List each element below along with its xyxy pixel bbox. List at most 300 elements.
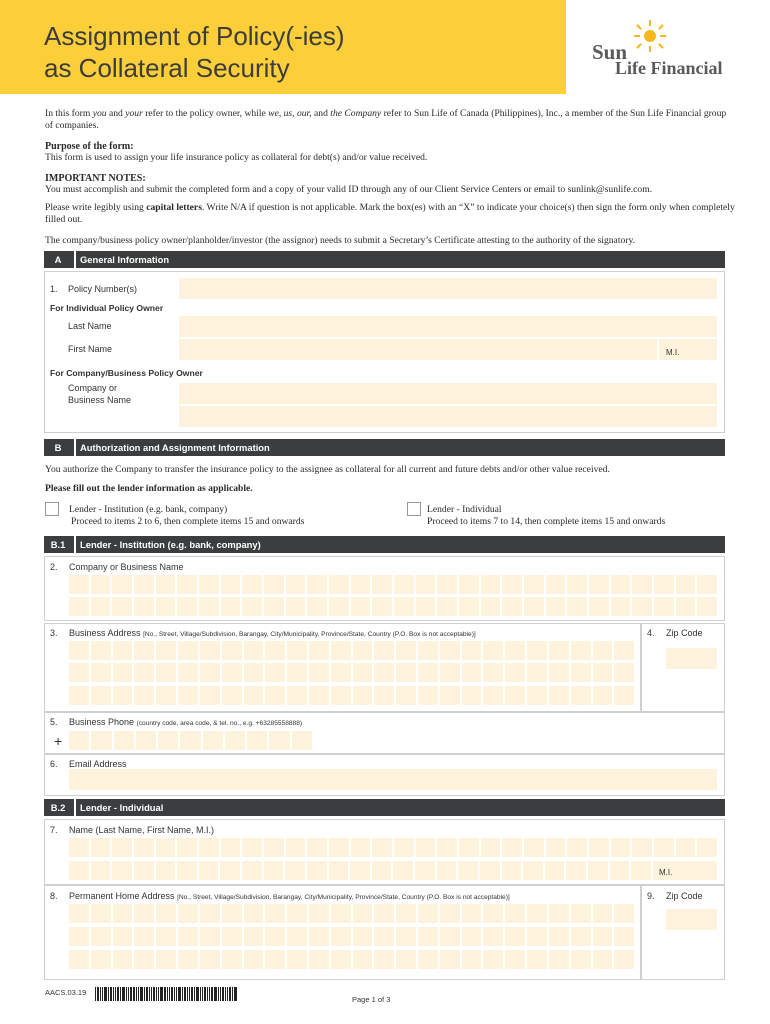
character-cell[interactable] <box>462 950 482 969</box>
home-address-row-1[interactable] <box>69 904 634 923</box>
character-cell[interactable] <box>396 663 416 682</box>
character-cell[interactable] <box>676 575 696 594</box>
character-cell[interactable] <box>523 861 543 880</box>
character-cell[interactable] <box>527 927 547 946</box>
character-cell[interactable] <box>91 927 111 946</box>
character-cell[interactable] <box>593 641 613 660</box>
character-cell[interactable] <box>265 927 285 946</box>
character-cell[interactable] <box>483 950 503 969</box>
character-cell[interactable] <box>505 904 525 923</box>
character-cell[interactable] <box>200 686 220 705</box>
character-cell[interactable] <box>222 686 242 705</box>
character-cell[interactable] <box>286 838 306 857</box>
character-cell[interactable] <box>483 641 503 660</box>
character-cell[interactable] <box>244 904 264 923</box>
character-cell[interactable] <box>265 950 285 969</box>
character-cell[interactable] <box>113 641 133 660</box>
character-cell[interactable] <box>372 861 392 880</box>
character-cell[interactable] <box>178 663 198 682</box>
character-cell[interactable] <box>156 663 176 682</box>
business-address-row-3[interactable] <box>69 686 634 705</box>
character-cell[interactable] <box>309 663 329 682</box>
home-address-row-3[interactable] <box>69 950 634 969</box>
character-cell[interactable] <box>611 575 631 594</box>
character-cell[interactable] <box>418 950 438 969</box>
character-cell[interactable] <box>394 597 414 616</box>
character-cell[interactable] <box>158 731 178 750</box>
character-cell[interactable] <box>91 731 111 750</box>
character-cell[interactable] <box>527 641 547 660</box>
character-cell[interactable] <box>220 861 240 880</box>
character-cell[interactable] <box>69 904 89 923</box>
character-cell[interactable] <box>242 575 262 594</box>
character-cell[interactable] <box>566 861 586 880</box>
character-cell[interactable] <box>593 904 613 923</box>
character-cell[interactable] <box>329 575 349 594</box>
character-cell[interactable] <box>483 927 503 946</box>
character-cell[interactable] <box>178 927 198 946</box>
character-cell[interactable] <box>374 927 394 946</box>
character-cell[interactable] <box>416 838 436 857</box>
character-cell[interactable] <box>113 927 133 946</box>
character-cell[interactable] <box>156 686 176 705</box>
character-cell[interactable] <box>113 686 133 705</box>
character-cell[interactable] <box>459 575 479 594</box>
character-cell[interactable] <box>418 686 438 705</box>
character-cell[interactable] <box>437 575 457 594</box>
character-cell[interactable] <box>374 686 394 705</box>
character-cell[interactable] <box>372 838 392 857</box>
character-cell[interactable] <box>134 950 154 969</box>
email-address-field[interactable] <box>69 769 717 790</box>
character-cell[interactable] <box>287 641 307 660</box>
character-cell[interactable] <box>483 663 503 682</box>
character-cell[interactable] <box>524 838 544 857</box>
character-cell[interactable] <box>632 838 652 857</box>
character-cell[interactable] <box>69 927 89 946</box>
character-cell[interactable] <box>200 663 220 682</box>
character-cell[interactable] <box>292 731 312 750</box>
character-cell[interactable] <box>697 597 717 616</box>
character-cell[interactable] <box>418 927 438 946</box>
character-cell[interactable] <box>676 838 696 857</box>
character-cell[interactable] <box>331 663 351 682</box>
character-cell[interactable] <box>437 861 457 880</box>
character-cell[interactable] <box>459 838 479 857</box>
character-cell[interactable] <box>112 597 132 616</box>
character-cell[interactable] <box>353 950 373 969</box>
character-cell[interactable] <box>549 663 569 682</box>
character-cell[interactable] <box>113 950 133 969</box>
character-cell[interactable] <box>156 904 176 923</box>
character-cell[interactable] <box>69 861 89 880</box>
character-cell[interactable] <box>222 641 242 660</box>
character-cell[interactable] <box>527 663 547 682</box>
character-cell[interactable] <box>286 575 306 594</box>
character-cell[interactable] <box>527 904 547 923</box>
character-cell[interactable] <box>483 904 503 923</box>
character-cell[interactable] <box>353 904 373 923</box>
character-cell[interactable] <box>156 575 176 594</box>
character-cell[interactable] <box>264 838 284 857</box>
character-cell[interactable] <box>221 575 241 594</box>
company-name-field-2[interactable] <box>179 406 717 427</box>
character-cell[interactable] <box>374 641 394 660</box>
character-cell[interactable] <box>242 838 262 857</box>
character-cell[interactable] <box>287 927 307 946</box>
character-cell[interactable] <box>156 927 176 946</box>
character-cell[interactable] <box>113 904 133 923</box>
character-cell[interactable] <box>374 950 394 969</box>
character-cell[interactable] <box>571 950 591 969</box>
character-cell[interactable] <box>440 641 460 660</box>
character-cell[interactable] <box>353 686 373 705</box>
character-cell[interactable] <box>200 641 220 660</box>
character-cell[interactable] <box>462 686 482 705</box>
character-cell[interactable] <box>91 904 111 923</box>
character-cell[interactable] <box>199 575 219 594</box>
character-cell[interactable] <box>462 663 482 682</box>
character-cell[interactable] <box>396 904 416 923</box>
character-cell[interactable] <box>353 641 373 660</box>
character-cell[interactable] <box>546 575 566 594</box>
character-cell[interactable] <box>244 927 264 946</box>
character-cell[interactable] <box>247 731 267 750</box>
character-cell[interactable] <box>611 597 631 616</box>
character-cell[interactable] <box>307 861 327 880</box>
character-cell[interactable] <box>589 597 609 616</box>
character-cell[interactable] <box>505 950 525 969</box>
character-cell[interactable] <box>199 838 219 857</box>
character-cell[interactable] <box>69 686 89 705</box>
character-cell[interactable] <box>437 838 457 857</box>
character-cell[interactable] <box>631 861 651 880</box>
character-cell[interactable] <box>91 950 111 969</box>
character-cell[interactable] <box>331 950 351 969</box>
character-cell[interactable] <box>372 575 392 594</box>
character-cell[interactable] <box>571 663 591 682</box>
character-cell[interactable] <box>697 575 717 594</box>
character-cell[interactable] <box>593 663 613 682</box>
character-cell[interactable] <box>481 575 501 594</box>
character-cell[interactable] <box>199 597 219 616</box>
character-cell[interactable] <box>287 904 307 923</box>
character-cell[interactable] <box>134 641 154 660</box>
character-cell[interactable] <box>269 731 289 750</box>
character-cell[interactable] <box>287 663 307 682</box>
character-cell[interactable] <box>589 838 609 857</box>
lender-name-row-2[interactable] <box>69 861 651 880</box>
character-cell[interactable] <box>394 575 414 594</box>
character-cell[interactable] <box>593 686 613 705</box>
company-business-name-row-1[interactable] <box>69 575 717 594</box>
character-cell[interactable] <box>265 904 285 923</box>
character-cell[interactable] <box>459 597 479 616</box>
character-cell[interactable] <box>329 861 349 880</box>
character-cell[interactable] <box>69 838 89 857</box>
character-cell[interactable] <box>244 641 264 660</box>
character-cell[interactable] <box>571 927 591 946</box>
character-cell[interactable] <box>458 861 478 880</box>
lender-name-row-1[interactable] <box>69 838 717 857</box>
character-cell[interactable] <box>156 838 176 857</box>
home-address-row-2[interactable] <box>69 927 634 946</box>
character-cell[interactable] <box>180 731 200 750</box>
character-cell[interactable] <box>242 597 262 616</box>
character-cell[interactable] <box>480 861 500 880</box>
character-cell[interactable] <box>527 950 547 969</box>
character-cell[interactable] <box>462 904 482 923</box>
character-cell[interactable] <box>221 838 241 857</box>
character-cell[interactable] <box>418 904 438 923</box>
character-cell[interactable] <box>353 663 373 682</box>
business-address-row-2[interactable] <box>69 663 634 682</box>
company-business-name-row-2[interactable] <box>69 597 717 616</box>
character-cell[interactable] <box>309 686 329 705</box>
character-cell[interactable] <box>546 597 566 616</box>
character-cell[interactable] <box>177 861 197 880</box>
character-cell[interactable] <box>114 731 134 750</box>
character-cell[interactable] <box>265 686 285 705</box>
character-cell[interactable] <box>393 861 413 880</box>
character-cell[interactable] <box>418 641 438 660</box>
character-cell[interactable] <box>69 663 89 682</box>
character-cell[interactable] <box>134 927 154 946</box>
character-cell[interactable] <box>440 686 460 705</box>
character-cell[interactable] <box>199 861 219 880</box>
character-cell[interactable] <box>546 838 566 857</box>
character-cell[interactable] <box>549 641 569 660</box>
character-cell[interactable] <box>418 663 438 682</box>
character-cell[interactable] <box>440 663 460 682</box>
character-cell[interactable] <box>264 861 284 880</box>
character-cell[interactable] <box>524 575 544 594</box>
character-cell[interactable] <box>91 597 111 616</box>
business-address-row-1[interactable] <box>69 641 634 660</box>
character-cell[interactable] <box>244 950 264 969</box>
character-cell[interactable] <box>113 663 133 682</box>
character-cell[interactable] <box>505 663 525 682</box>
character-cell[interactable] <box>265 641 285 660</box>
character-cell[interactable] <box>416 575 436 594</box>
character-cell[interactable] <box>307 838 327 857</box>
character-cell[interactable] <box>156 861 176 880</box>
business-phone-field[interactable] <box>69 731 312 750</box>
character-cell[interactable] <box>112 838 132 857</box>
character-cell[interactable] <box>309 904 329 923</box>
character-cell[interactable] <box>589 575 609 594</box>
character-cell[interactable] <box>200 904 220 923</box>
character-cell[interactable] <box>242 861 262 880</box>
character-cell[interactable] <box>91 575 111 594</box>
character-cell[interactable] <box>614 927 634 946</box>
character-cell[interactable] <box>614 686 634 705</box>
character-cell[interactable] <box>567 597 587 616</box>
character-cell[interactable] <box>611 838 631 857</box>
character-cell[interactable] <box>374 904 394 923</box>
character-cell[interactable] <box>177 575 197 594</box>
character-cell[interactable] <box>654 597 674 616</box>
character-cell[interactable] <box>134 838 154 857</box>
character-cell[interactable] <box>156 950 176 969</box>
character-cell[interactable] <box>549 904 569 923</box>
character-cell[interactable] <box>502 597 522 616</box>
character-cell[interactable] <box>309 641 329 660</box>
character-cell[interactable] <box>353 927 373 946</box>
character-cell[interactable] <box>593 927 613 946</box>
character-cell[interactable] <box>396 950 416 969</box>
character-cell[interactable] <box>264 575 284 594</box>
character-cell[interactable] <box>697 838 717 857</box>
character-cell[interactable] <box>437 597 457 616</box>
character-cell[interactable] <box>588 861 608 880</box>
character-cell[interactable] <box>505 686 525 705</box>
character-cell[interactable] <box>440 927 460 946</box>
character-cell[interactable] <box>136 731 156 750</box>
character-cell[interactable] <box>567 575 587 594</box>
character-cell[interactable] <box>416 597 436 616</box>
character-cell[interactable] <box>134 575 154 594</box>
character-cell[interactable] <box>244 663 264 682</box>
character-cell[interactable] <box>264 597 284 616</box>
character-cell[interactable] <box>331 904 351 923</box>
character-cell[interactable] <box>462 927 482 946</box>
character-cell[interactable] <box>502 838 522 857</box>
character-cell[interactable] <box>134 904 154 923</box>
character-cell[interactable] <box>69 575 89 594</box>
company-name-field-1[interactable] <box>179 383 717 404</box>
character-cell[interactable] <box>178 904 198 923</box>
character-cell[interactable] <box>571 641 591 660</box>
character-cell[interactable] <box>351 838 371 857</box>
character-cell[interactable] <box>177 597 197 616</box>
character-cell[interactable] <box>567 838 587 857</box>
character-cell[interactable] <box>571 686 591 705</box>
character-cell[interactable] <box>91 838 111 857</box>
character-cell[interactable] <box>307 597 327 616</box>
character-cell[interactable] <box>505 927 525 946</box>
individual-checkbox[interactable] <box>407 502 421 516</box>
character-cell[interactable] <box>374 663 394 682</box>
character-cell[interactable] <box>593 950 613 969</box>
character-cell[interactable] <box>134 861 154 880</box>
character-cell[interactable] <box>396 686 416 705</box>
character-cell[interactable] <box>200 950 220 969</box>
character-cell[interactable] <box>177 838 197 857</box>
character-cell[interactable] <box>350 861 370 880</box>
character-cell[interactable] <box>549 686 569 705</box>
character-cell[interactable] <box>329 597 349 616</box>
character-cell[interactable] <box>527 686 547 705</box>
home-zip-code-field[interactable] <box>666 909 717 930</box>
character-cell[interactable] <box>632 575 652 594</box>
character-cell[interactable] <box>483 686 503 705</box>
character-cell[interactable] <box>91 641 111 660</box>
first-name-field[interactable] <box>179 339 657 360</box>
character-cell[interactable] <box>396 641 416 660</box>
character-cell[interactable] <box>309 950 329 969</box>
character-cell[interactable] <box>69 731 89 750</box>
character-cell[interactable] <box>156 597 176 616</box>
character-cell[interactable] <box>351 575 371 594</box>
character-cell[interactable] <box>222 950 242 969</box>
character-cell[interactable] <box>676 597 696 616</box>
character-cell[interactable] <box>287 950 307 969</box>
character-cell[interactable] <box>286 597 306 616</box>
character-cell[interactable] <box>134 663 154 682</box>
character-cell[interactable] <box>156 641 176 660</box>
character-cell[interactable] <box>221 597 241 616</box>
character-cell[interactable] <box>396 927 416 946</box>
character-cell[interactable] <box>502 861 522 880</box>
character-cell[interactable] <box>285 861 305 880</box>
character-cell[interactable] <box>222 904 242 923</box>
zip-code-field[interactable] <box>666 648 717 669</box>
character-cell[interactable] <box>69 641 89 660</box>
character-cell[interactable] <box>394 838 414 857</box>
character-cell[interactable] <box>502 575 522 594</box>
character-cell[interactable] <box>287 686 307 705</box>
character-cell[interactable] <box>481 838 501 857</box>
character-cell[interactable] <box>134 597 154 616</box>
character-cell[interactable] <box>91 861 111 880</box>
character-cell[interactable] <box>610 861 630 880</box>
character-cell[interactable] <box>614 904 634 923</box>
last-name-field[interactable] <box>179 316 717 337</box>
character-cell[interactable] <box>632 597 652 616</box>
character-cell[interactable] <box>654 838 674 857</box>
character-cell[interactable] <box>549 950 569 969</box>
character-cell[interactable] <box>545 861 565 880</box>
character-cell[interactable] <box>178 641 198 660</box>
character-cell[interactable] <box>134 686 154 705</box>
character-cell[interactable] <box>222 927 242 946</box>
character-cell[interactable] <box>200 927 220 946</box>
character-cell[interactable] <box>265 663 285 682</box>
character-cell[interactable] <box>112 861 132 880</box>
character-cell[interactable] <box>351 597 371 616</box>
character-cell[interactable] <box>614 641 634 660</box>
character-cell[interactable] <box>524 597 544 616</box>
character-cell[interactable] <box>440 904 460 923</box>
character-cell[interactable] <box>614 663 634 682</box>
character-cell[interactable] <box>481 597 501 616</box>
character-cell[interactable] <box>331 927 351 946</box>
character-cell[interactable] <box>203 731 223 750</box>
character-cell[interactable] <box>415 861 435 880</box>
institution-checkbox[interactable] <box>45 502 59 516</box>
character-cell[interactable] <box>69 597 89 616</box>
character-cell[interactable] <box>331 686 351 705</box>
character-cell[interactable] <box>178 950 198 969</box>
character-cell[interactable] <box>244 686 264 705</box>
character-cell[interactable] <box>654 575 674 594</box>
character-cell[interactable] <box>549 927 569 946</box>
character-cell[interactable] <box>329 838 349 857</box>
character-cell[interactable] <box>505 641 525 660</box>
character-cell[interactable] <box>440 950 460 969</box>
character-cell[interactable] <box>307 575 327 594</box>
character-cell[interactable] <box>309 927 329 946</box>
character-cell[interactable] <box>225 731 245 750</box>
character-cell[interactable] <box>372 597 392 616</box>
character-cell[interactable] <box>69 950 89 969</box>
character-cell[interactable] <box>91 686 111 705</box>
character-cell[interactable] <box>571 904 591 923</box>
character-cell[interactable] <box>222 663 242 682</box>
character-cell[interactable] <box>112 575 132 594</box>
character-cell[interactable] <box>178 686 198 705</box>
